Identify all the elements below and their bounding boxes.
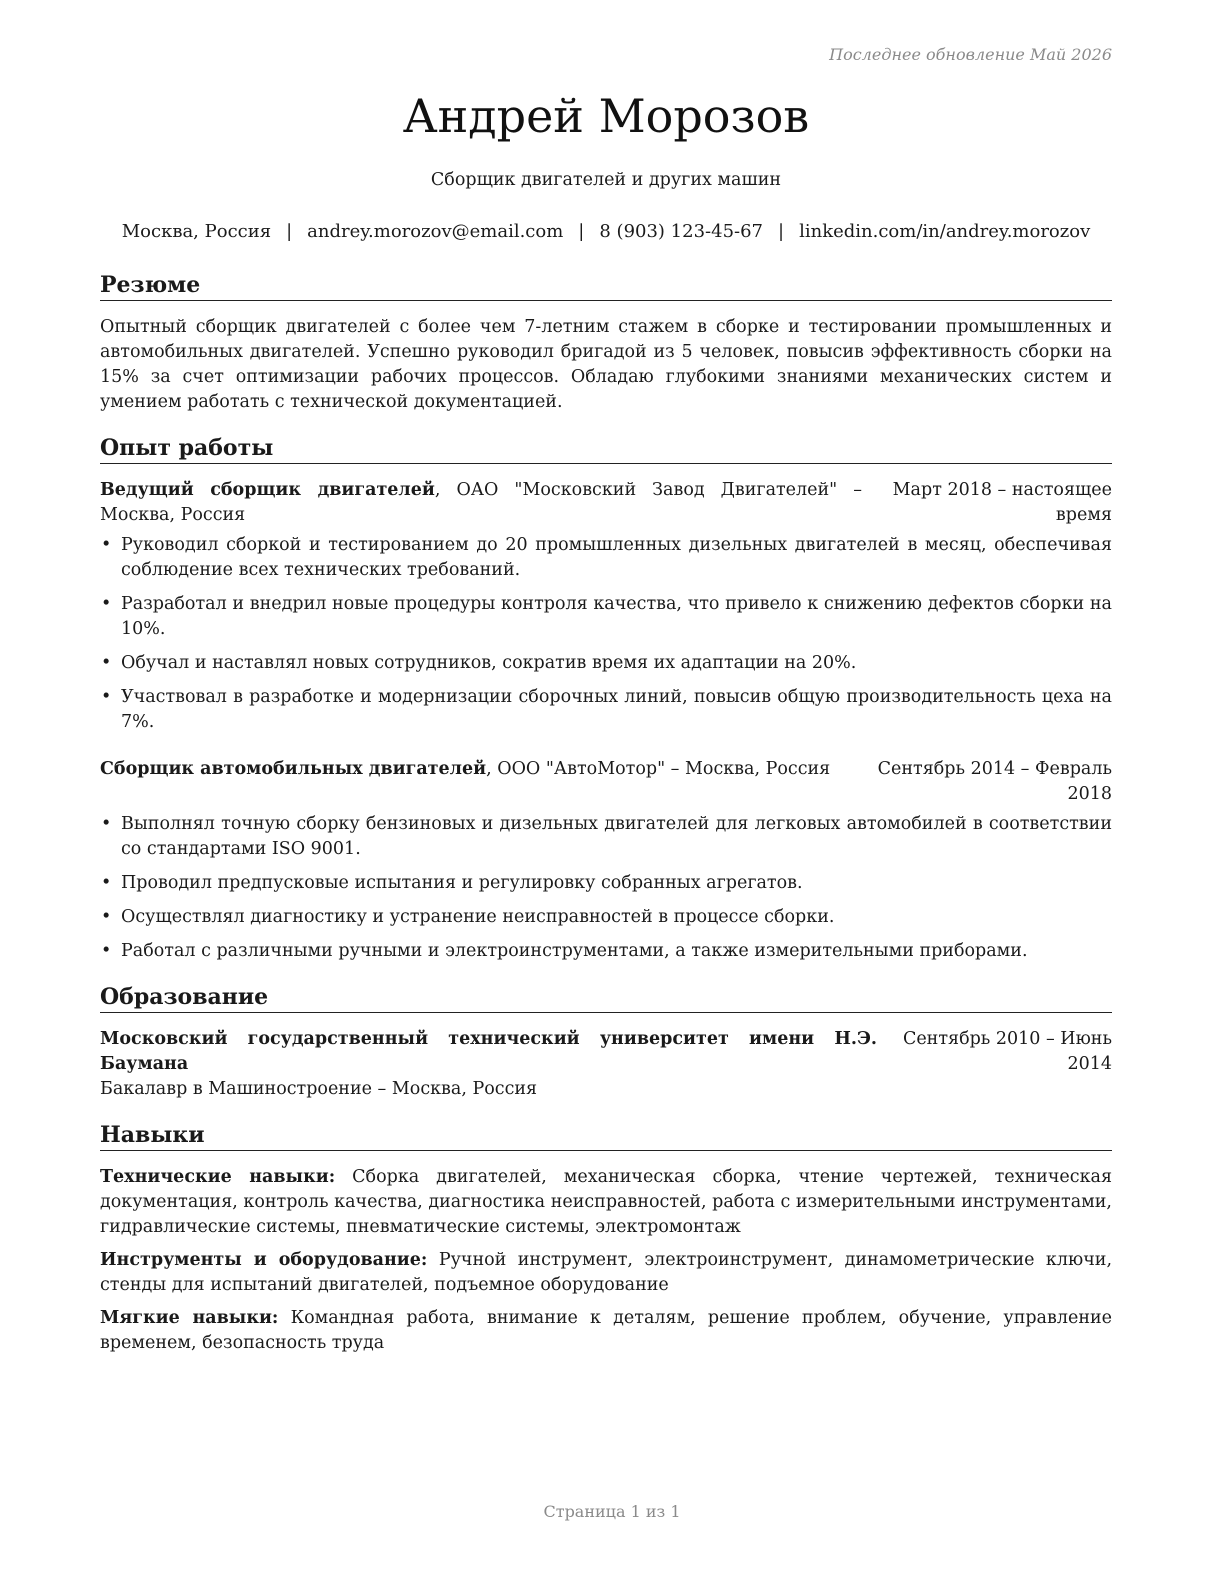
bullet-text: Проводил предпусковые испытания и регулировку собранных агрегатов. xyxy=(121,873,803,893)
list-item xyxy=(100,651,1112,676)
job-dates: Март 2018 – настоящее время xyxy=(892,480,1112,525)
bullet-text: Разработал и внедрил новые процедуры контроля качества, что привело к снижению дефектов сборки на 10%. xyxy=(121,594,1112,639)
bullet-icon: • xyxy=(101,594,112,614)
job-company: , ОАО "Московский Завод Двигателей" – Москва, Россия xyxy=(100,480,862,525)
last-updated: Последнее обновление Май 2026 xyxy=(829,45,1112,64)
skill-label: Инструменты и оборудование: xyxy=(100,1250,428,1270)
contact-email[interactable]: andrey.morozov@email.com xyxy=(307,221,564,242)
education-degree: Бакалавр в Машиностроение – Москва, Россия xyxy=(100,1079,538,1099)
contact-line xyxy=(100,220,1112,244)
list-item xyxy=(100,871,1112,896)
job-role: Ведущий сборщик двигателей xyxy=(100,480,435,500)
skill-label: Технические навыки: xyxy=(100,1167,336,1187)
job-title-line xyxy=(100,478,862,528)
section-heading-summary: Резюме xyxy=(100,270,1112,301)
skill-label: Мягкие навыки: xyxy=(100,1308,279,1328)
list-item xyxy=(100,592,1112,642)
list-item xyxy=(100,812,1112,862)
job-bullets xyxy=(100,533,1112,735)
education-header xyxy=(100,1027,1112,1102)
bullet-text: Руководил сборкой и тестированием до 20 промышленных дизельных двигателей в месяц, обеспечивая соблюдение всех технических требований. xyxy=(121,535,1112,580)
job-entry xyxy=(100,478,1112,735)
contact-location: Москва, Россия xyxy=(121,221,272,242)
contact-phone[interactable]: 8 (903) 123-45-67 xyxy=(599,221,764,242)
bullet-icon: • xyxy=(101,814,112,834)
section-heading-skills: Навыки xyxy=(100,1120,1112,1151)
section-heading-experience: Опыт работы xyxy=(100,433,1112,464)
education-main xyxy=(100,1027,877,1102)
job-company: , ООО "АвтоМотор" – Москва, Россия xyxy=(486,759,831,779)
job-dates: Сентябрь 2014 – Февраль 2018 xyxy=(877,759,1112,804)
skill-text: Ручной инструмент, электроинструмент, динамометрические ключи, стенды для испытаний двигателей, подъемное оборудование xyxy=(100,1250,1113,1295)
skill-text: Сборка двигателей, механическая сборка, чтение чертежей, техническая документация, контроль качества, диагностика неисправностей, работа с измерительными инструментами, гидравлические системы, пневматические системы, электромонтаж xyxy=(100,1167,1112,1237)
contact-linkedin[interactable]: linkedin.com/in/andrey.morozov xyxy=(799,221,1091,242)
bullet-text: Работал с различными ручными и электроинструментами, а также измерительными приборами. xyxy=(121,941,1028,961)
section-heading-education: Образование xyxy=(100,982,1112,1013)
skills-section xyxy=(100,1120,1112,1356)
contact-separator: | xyxy=(578,221,585,242)
summary-section xyxy=(100,270,1112,415)
skill-group xyxy=(100,1306,1112,1356)
summary-text: Опытный сборщик двигателей с более чем 7-летним стажем в сборке и тестировании промышленных и автомобильных двигателей. Успешно руководил бригадой из 5 человек, повысив эффективность сборки на 15% за счет оптимизации рабочих процессов. Обладаю глубокими знаниями механических систем и умением работать с технической документацией. xyxy=(100,317,1112,412)
bullet-icon: • xyxy=(101,653,112,673)
candidate-title: Сборщик двигателей и других машин xyxy=(430,170,782,190)
list-item xyxy=(100,533,1112,583)
skill-group xyxy=(100,1165,1112,1240)
bullet-icon: • xyxy=(101,687,112,707)
education-section xyxy=(100,982,1112,1102)
candidate-name: Андрей Морозов xyxy=(402,89,810,143)
bullet-icon: • xyxy=(101,535,112,555)
education-school: Московский государственный технический университет имени Н.Э. Баумана xyxy=(100,1029,877,1074)
experience-section xyxy=(100,433,1112,964)
bullet-text: Выполнял точную сборку бензиновых и дизельных двигателей для легковых автомобилей в соответствии со стандартами ISO 9001. xyxy=(121,814,1112,859)
bullet-icon: • xyxy=(101,907,112,927)
job-role: Сборщик автомобильных двигателей xyxy=(100,759,487,779)
bullet-icon: • xyxy=(101,873,112,893)
page-number: Страница 1 из 1 xyxy=(543,1502,681,1521)
bullet-text: Осуществлял диагностику и устранение неисправностей в процессе сборки. xyxy=(121,907,835,927)
resume-content xyxy=(100,270,1112,1356)
bullet-icon: • xyxy=(101,941,112,961)
education-entry xyxy=(100,1027,1112,1102)
bullet-text: Участвовал в разработке и модернизации сборочных линий, повысив общую производительность цеха на 7%. xyxy=(121,687,1112,732)
job-entry xyxy=(100,757,1112,964)
job-title-line xyxy=(100,757,862,807)
job-header xyxy=(100,757,1112,807)
education-dates: Сентябрь 2010 – Июнь 2014 xyxy=(902,1029,1112,1074)
list-item xyxy=(100,905,1112,930)
job-header xyxy=(100,478,1112,528)
list-item xyxy=(100,939,1112,964)
bullet-text: Обучал и наставлял новых сотрудников, сократив время их адаптации на 20%. xyxy=(121,653,857,673)
skill-text: Командная работа, внимание к деталям, решение проблем, обучение, управление временем, безопасность труда xyxy=(100,1308,1112,1353)
skill-group xyxy=(100,1248,1112,1298)
list-item xyxy=(100,685,1112,735)
job-bullets xyxy=(100,812,1112,964)
contact-separator: | xyxy=(286,221,293,242)
contact-separator: | xyxy=(778,221,785,242)
